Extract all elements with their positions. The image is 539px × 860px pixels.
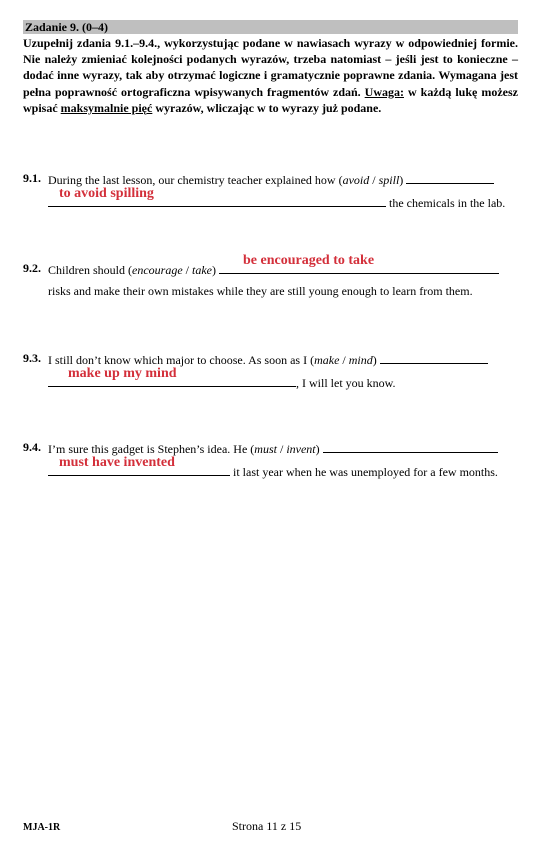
question-9-4 — [23, 440, 518, 480]
task-title: Zadanie 9. (0–4) — [25, 20, 109, 34]
answer-text: be encouraged to take — [243, 253, 375, 268]
question-line-1: Children should (encourage / take) be encouraged to take — [48, 261, 518, 277]
question-number: 9.1. — [23, 171, 41, 185]
instructions-note-label: Uwaga: — [364, 84, 404, 99]
hint-word: spill — [378, 173, 400, 187]
page-number: Strona 11 z 15 — [232, 819, 302, 833]
question-text: During the last lesson, our chemistry teacher explained how ( — [48, 173, 343, 187]
instructions-max-words: maksymalnie pięć — [60, 100, 153, 115]
hint-word: encourage — [132, 263, 183, 277]
instructions-note-text: w każdą lukę możesz wpisać — [23, 84, 518, 115]
question-line-2 — [48, 366, 518, 390]
question-line-2 — [48, 284, 518, 298]
hint-word: make — [314, 353, 340, 367]
question-number: 9.4. — [23, 440, 41, 454]
instructions-text: Uzupełnij zdania 9.1.–9.4., wykorzystując podane w nawiasach wyrazy w odpowiedniej formie. Nie należy zmieniać kolejności podanych wyrazów, trzeba natomiast – jeśli jest to konieczne – dodać inne wyrazy, tak aby otrzymać logiczne i gramatycznie poprawne zdania. Wymagana jest pełna poprawność ortograficzna wpisywanych fragmentów zdań. — [23, 36, 518, 99]
question-line-2 — [48, 455, 518, 479]
instructions-note-end: wyrazów, wliczając w to wyrazy już podane. — [152, 100, 382, 115]
hint-word: take — [192, 263, 212, 277]
answer-blank[interactable] — [48, 455, 230, 476]
question-line-2 — [48, 186, 518, 210]
answer-text: must have invented — [59, 455, 175, 470]
answer-blank[interactable] — [406, 171, 494, 184]
question-line-1: I’m sure this gadget is Stephen’s idea. He (must / invent) — [48, 440, 518, 456]
question-text: I still don’t know which major to choose. As soon as I ( — [48, 353, 315, 367]
question-number: 9.2. — [23, 261, 41, 275]
hint-word: must — [254, 442, 277, 456]
question-text-end: it last year when he was unemployed for a few months. — [233, 465, 498, 479]
hint-word: avoid — [342, 173, 370, 187]
question-text: Children should ( — [48, 263, 132, 277]
answer-blank[interactable] — [48, 186, 386, 207]
hint-word: invent — [286, 442, 316, 456]
question-number: 9.3. — [23, 351, 41, 365]
question-text-end: risks and make their own mistakes while they are still young enough to learn from them. — [48, 284, 473, 298]
question-text-end: , I will let you know. — [296, 376, 396, 390]
answer-blank[interactable] — [323, 440, 498, 453]
answer-text: to avoid spilling — [59, 186, 154, 201]
question-text-end: the chemicals in the lab. — [389, 196, 506, 210]
question-9-1 — [23, 171, 518, 211]
question-line-1: I still don’t know which major to choose. As soon as I (make / mind) — [48, 351, 518, 367]
question-9-2 — [23, 253, 518, 301]
question-line-1: During the last lesson, our chemistry teacher explained how (avoid / spill) — [48, 171, 518, 187]
question-9-3 — [23, 351, 518, 391]
answer-blank[interactable] — [380, 351, 488, 364]
task-header-bar — [23, 20, 518, 34]
question-text: I’m sure this gadget is Stephen’s idea. He ( — [48, 442, 255, 456]
exam-code: MJA-1R — [23, 822, 61, 833]
answer-blank[interactable] — [48, 366, 296, 387]
hint-word: mind — [348, 353, 373, 367]
answer-blank[interactable] — [219, 253, 499, 274]
task-instructions — [23, 35, 518, 116]
answer-text: make up my mind — [68, 366, 177, 381]
